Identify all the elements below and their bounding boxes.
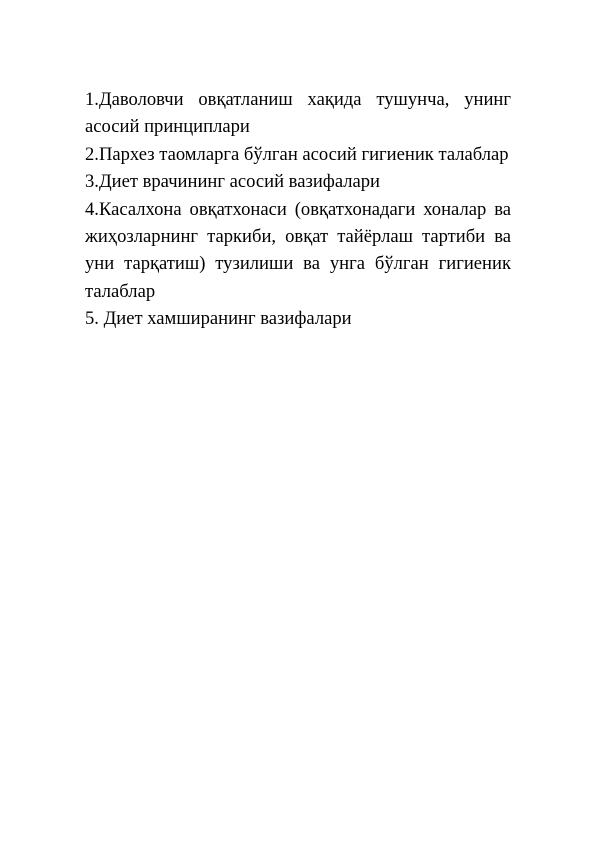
topic-item-5: 5. Диет хамширанинг вазифалари bbox=[85, 308, 352, 330]
topic-item-2: 2.Пархез таомларга бўлган асосий гигиеник талаблар bbox=[85, 143, 509, 165]
topic-list bbox=[85, 86, 511, 333]
topic-item-4: 4.Касалхона овқатхонаси (овқатхонадаги хоналар ва жиҳозларнинг таркиби, овқат тайёрлаш тартиби ва уни тарқатиш) тузилиши ва унга бўлган гигиеник талаблар bbox=[85, 198, 511, 302]
topic-item-1: 1.Даволовчи овқатланиш хақида тушунча, унинг асосий принциплари bbox=[85, 89, 511, 138]
topic-item-3: 3.Диет врачининг асосий вазифалари bbox=[85, 171, 381, 193]
